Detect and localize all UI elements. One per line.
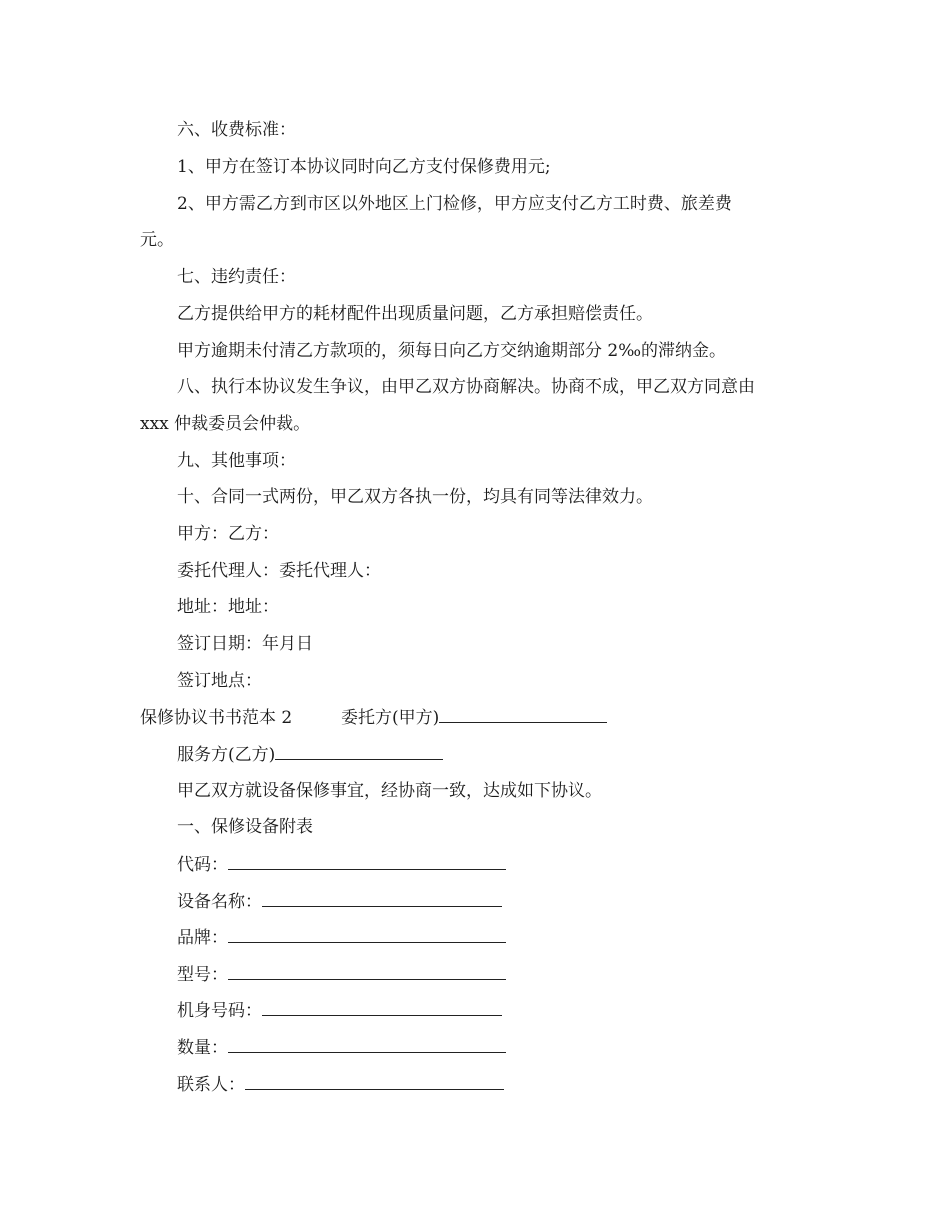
- field-contact-row: [177, 1072, 504, 1097]
- field-serial-label: 机身号码：: [177, 1001, 262, 1021]
- field-device-name-row: [177, 889, 502, 914]
- field-code-label: 代码：: [177, 855, 228, 875]
- template-2-title-row: [140, 705, 607, 730]
- field-code-blank[interactable]: [228, 852, 506, 870]
- field-quantity-row: [177, 1035, 506, 1060]
- field-device-name-label: 设备名称：: [177, 892, 262, 912]
- service-party-blank[interactable]: [275, 742, 443, 760]
- service-party-row: [177, 742, 443, 767]
- template-2-title: 保修协议书书范本 2: [140, 708, 293, 728]
- liability-clause-2: 甲方逾期未付清乙方款项的，须每日向乙方交纳逾期部分 2‰的滞纳金。: [177, 341, 727, 361]
- field-brand-row: [177, 925, 506, 950]
- field-model-blank[interactable]: [228, 962, 506, 980]
- section-copies: 十、合同一式两份，甲乙双方各执一份，均具有同等法律效力。: [177, 487, 653, 507]
- sign-place-line: 签订地点：: [177, 671, 262, 691]
- equipment-table-heading: 一、保修设备附表: [177, 817, 313, 837]
- agents-line: 委托代理人：委托代理人：: [177, 561, 381, 581]
- section-other-heading: 九、其他事项：: [177, 451, 296, 471]
- fee-clause-2: 2、甲方需乙方到市区以外地区上门检修，甲方应支付乙方工时费、旅差费: [177, 194, 732, 214]
- section-fee-heading: 六、收费标准：: [177, 120, 296, 140]
- fee-clause-2-cont: 元。: [140, 230, 174, 250]
- fee-clause-1: 1、甲方在签订本协议同时向乙方支付保修费用元;: [177, 157, 551, 177]
- section-dispute-cont: xxx 仲裁委员会仲裁。: [140, 414, 311, 434]
- field-brand-label: 品牌：: [177, 928, 228, 948]
- field-serial-row: [177, 998, 502, 1023]
- address-line: 地址：地址：: [177, 597, 279, 617]
- field-quantity-label: 数量：: [177, 1038, 228, 1058]
- field-serial-blank[interactable]: [262, 998, 502, 1016]
- field-contact-label: 联系人：: [177, 1075, 245, 1095]
- client-party-blank[interactable]: [439, 705, 607, 723]
- field-code-row: [177, 852, 506, 877]
- field-model-label: 型号：: [177, 965, 228, 985]
- section-liability-heading: 七、违约责任：: [177, 267, 296, 287]
- field-brand-blank[interactable]: [228, 925, 506, 943]
- section-dispute: 八、执行本协议发生争议，由甲乙双方协商解决。协商不成，甲乙双方同意由: [177, 377, 755, 397]
- liability-clause-1: 乙方提供给甲方的耗材配件出现质量问题，乙方承担赔偿责任。: [177, 304, 653, 324]
- client-party-label: 委托方(甲方): [341, 708, 440, 728]
- field-contact-blank[interactable]: [245, 1072, 504, 1090]
- field-quantity-blank[interactable]: [228, 1035, 506, 1053]
- field-model-row: [177, 962, 506, 987]
- service-party-label: 服务方(乙方): [177, 745, 276, 765]
- sign-date-line: 签订日期：年月日: [177, 634, 313, 654]
- agreement-intro: 甲乙双方就设备保修事宜，经协商一致，达成如下协议。: [177, 781, 602, 801]
- field-device-name-blank[interactable]: [262, 889, 502, 907]
- parties-line: 甲方：乙方：: [177, 524, 279, 544]
